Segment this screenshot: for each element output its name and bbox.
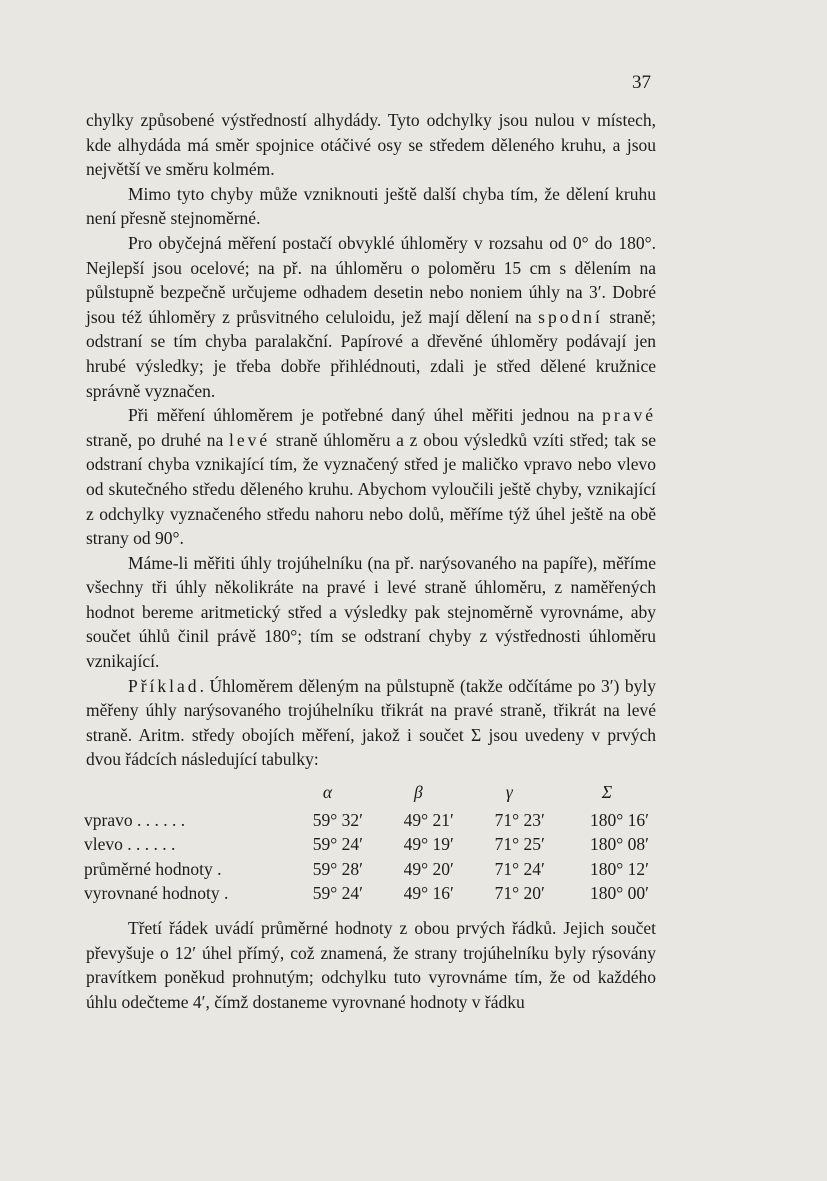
paragraph-eccentricity: chylky způsobené výstředností alhydády. Tyto odchylky jsou nulou v místech, kde alhydáda má směr spojnice otáčivé osy se středem děleného kruhu, a jsou největší ve směru kolmém. bbox=[86, 110, 656, 180]
angle-table bbox=[84, 780, 659, 906]
emphasis-spodni: spodní bbox=[538, 306, 603, 327]
table-cell: 49° 21′ bbox=[403, 809, 454, 830]
body-text bbox=[86, 108, 656, 1014]
table-cell: 59° 24′ bbox=[312, 834, 363, 855]
table-header-row bbox=[84, 780, 659, 808]
paragraph-protractors: Pro obyčejná měření postačí obvyklé úhloměry v rozsahu od 0° do 180°. Nejlepší jsou ocelové; na př. na úhloměru o poloměru 15 cm s dělením na půlstupně bezpečně určujeme odhadem desetin nebo noniem úhly na 3′. Dobré jsou též úhloměry z průsvitného celuloidu, jež mají dělení na spodní straně; odstraní se tím chyba paralakční. Papírové a dřevěné úhloměry podávají jen hrubé výsledky; je třeba dobře přihlédnouti, zdali je střed dělené kružnice správně vyznačen. bbox=[86, 232, 656, 401]
emphasis-leve: levé bbox=[228, 429, 271, 450]
table-cell: 59° 24′ bbox=[312, 883, 363, 904]
paragraph-third-row: Třetí řádek uvádí průměrné hodnoty z obou prvých řádků. Jejich součet převyšuje o 12′ úhel přímý, což znamená, že strany trojúhelníku byly rýsovány pravítkem poněkud prohnutým; odchylku tuto vyrovnáme tím, že od každého úhlu odečteme 4′, čímž dostaneme vyrovnané hodnoty v řádku bbox=[86, 918, 656, 1012]
header-sigma: Σ bbox=[601, 782, 613, 803]
table-cell: 180° 00′ bbox=[590, 883, 649, 904]
paragraph-triangle: Máme-li měřiti úhly trojúhelníku (na př. narýsovaného na papíře), měříme všechny tři úhly několikráte na pravé i levé straně úhloměru, z naměřených hodnot bereme aritmetický střed a výsledky pak stejnoměrně vyrovnáme, aby součet úhlů činil právě 180°; tím se odstraní chyby z výstřednosti úhloměru vznikající. bbox=[86, 552, 656, 672]
table-row bbox=[84, 808, 659, 833]
paragraph-measuring: Při měření úhloměrem je potřebné daný úhel měřiti jednou na pravé straně, po druhé na levé straně úhloměru a z obou výsledků vzíti střed; tak se odstraní chyba vznikající tím, že vyznačený střed je maličko vpravo nebo vlevo od skutečného středu děleného kruhu. Abychom vyloučili ještě chyby, vznikající z odchylky vyznačeného středu nahoru nebo dolů, měříme týž úhel ještě na obě strany od 90°. bbox=[86, 405, 656, 549]
table-cell: 180° 12′ bbox=[590, 858, 649, 879]
row-label: průměrné hodnoty . bbox=[84, 858, 222, 879]
table-row bbox=[84, 881, 659, 906]
table-cell: 180° 16′ bbox=[590, 809, 649, 830]
table-cell: 180° 08′ bbox=[590, 834, 649, 855]
table-cell: 49° 16′ bbox=[403, 883, 454, 904]
table-cell: 71° 25′ bbox=[494, 834, 545, 855]
header-beta: β bbox=[414, 782, 423, 803]
table-cell: 49° 20′ bbox=[403, 858, 454, 879]
row-label: vpravo . . . . . . bbox=[84, 809, 186, 830]
paragraph-division-error: Mimo tyto chyby může vzniknouti ještě další chyba tím, že dělení kruhu není přesně stejnoměrné. bbox=[86, 183, 656, 229]
row-label: vlevo . . . . . . bbox=[84, 834, 176, 855]
table-cell: 49° 19′ bbox=[403, 834, 454, 855]
table-cell: 71° 20′ bbox=[494, 883, 545, 904]
paragraph-example: Příklad. Úhloměrem děleným na půlstupně (takže odčítáme po 3′) byly měřeny úhly narýsovaného trojúhelníku třikrát na pravé straně, třikrát na levé straně. Aritm. středy obojích měření, jakož i součet Σ jsou uvedeny v prvých dvou řádcích následující tabulky: bbox=[86, 675, 656, 770]
table-row bbox=[84, 857, 659, 882]
emphasis-prave: pravé bbox=[602, 405, 656, 426]
header-gamma: γ bbox=[505, 782, 513, 803]
emphasis-priklad: Příklad bbox=[128, 675, 200, 696]
table-cell: 71° 24′ bbox=[494, 858, 545, 879]
row-label: vyrovnané hodnoty . bbox=[84, 883, 229, 904]
header-alpha: α bbox=[322, 782, 333, 803]
table-cell: 59° 28′ bbox=[312, 858, 363, 879]
page-number: 37 bbox=[632, 72, 651, 93]
table-cell: 59° 32′ bbox=[312, 809, 363, 830]
table-row bbox=[84, 832, 659, 857]
table-cell: 71° 23′ bbox=[494, 809, 545, 830]
